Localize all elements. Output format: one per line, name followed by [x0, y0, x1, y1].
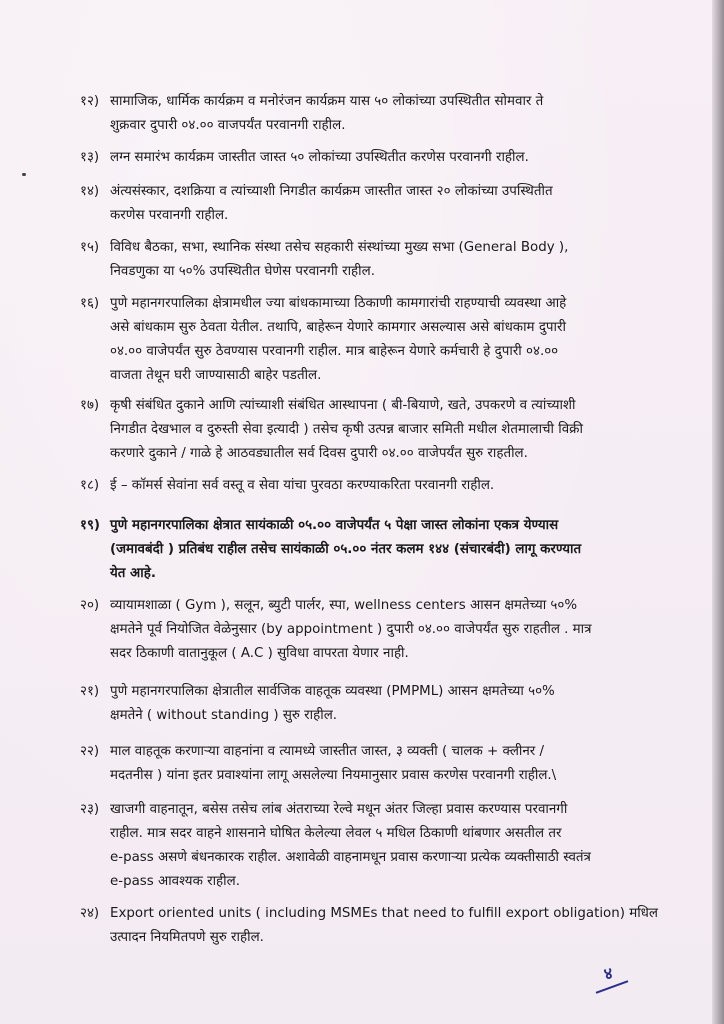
item-line: येत आहे.: [110, 566, 156, 581]
item-line: वाजता तेथून घरी जाण्यासाठी बाहेर पडतील.: [110, 368, 322, 383]
item-line: पुणे महानगरपालिका क्षेत्रामधील ज्या बांधकामाच्या ठिकाणी कामगारांची राहण्याची व्यवस्था आहे: [110, 296, 567, 311]
item-text: [110, 798, 591, 894]
item-number: १९): [80, 518, 101, 533]
item-line: Export oriented units ( including MSMEs that need to fulfill export obligation) मधिल: [110, 906, 658, 921]
item-line: खाजगी वाहनातून, बसेस तसेच लांब अंतराच्या रेल्वे मधून अंतर जिल्हा प्रवास करण्यास परवानगी: [110, 802, 568, 817]
item-number: २१): [80, 684, 100, 699]
item-line: लग्न समारंभ कार्यक्रम जास्तीत जास्त ५० लोकांच्या उपस्थितीत करणेस परवानगी राहील.: [110, 150, 529, 165]
item-text: [110, 292, 566, 388]
item-line: निवडणुका या ५०% उपस्थितीत घेणेस परवानगी राहील.: [110, 264, 375, 279]
item-number: २२): [80, 744, 100, 759]
item-line: व्यायामशाळा ( Gym ), सलून, ब्युटी पार्लर, स्पा, wellness centers आसन क्षमतेच्या ५०%: [110, 598, 578, 613]
item-line: विविध बैठका, सभा, स्थानिक संस्था तसेच सहकारी संस्थांच्या मुख्य सभा (General Body ),: [110, 240, 569, 255]
item-text: [110, 680, 555, 728]
item-number: १६): [80, 296, 100, 311]
item-line: पुणे महानगरपालिका क्षेत्रातील सार्वजिक वाहतूक व्यवस्था (PMPML) आसन क्षमतेच्या ५०%: [110, 684, 555, 699]
item-line: करणेस परवानगी राहील.: [110, 208, 229, 223]
item-number: १२): [80, 94, 100, 109]
item-text: [110, 146, 529, 170]
item-line: कृषी संबंधित दुकाने आणि त्यांच्याशी संबंधित आस्थापना ( बी-बियाणे, खते, उपकरणे व त्यांच्याशी: [110, 398, 576, 413]
item-text: [110, 236, 568, 284]
item-line: पुणे महानगरपालिका क्षेत्रात सायंकाळी ०५.०० वाजेपर्यंत ५ पेक्षा जास्त लोकांना एकत्र येण्यास: [110, 518, 559, 533]
item-text: [110, 90, 543, 138]
item-text: [110, 594, 592, 666]
item-text: [110, 514, 581, 586]
item-text: [110, 180, 553, 228]
item-line: अंत्यसंस्कार, दशक्रिया व त्यांच्याशी निगडीत कार्यक्रम जास्तीत जास्त २० लोकांच्या उपस्थितीत: [110, 184, 553, 199]
item-number: १३): [80, 150, 100, 165]
item-line: असे बांधकाम सुरु ठेवता येतील. तथापि, बाहेरून येणारे कामगार असल्यास असे बांधकाम दुपारी: [110, 320, 566, 335]
item-text: [110, 474, 494, 498]
scan-speck: [22, 173, 26, 176]
item-line: उत्पादन नियमितपणे सुरु राहील.: [110, 930, 264, 945]
item-line: सामाजिक, धार्मिक कार्यक्रम व मनोरंजन कार्यक्रम यास ५० लोकांच्या उपस्थितीत सोमवार ते: [110, 94, 544, 109]
item-text: [110, 740, 556, 788]
item-line: (जमावबंदी ) प्रतिबंध राहील तसेच सायंकाळी ०५.०० नंतर कलम १४४ (संचारबंदी) लागू करण्यात: [110, 542, 582, 557]
item-line: ई – कॉमर्स सेवांना सर्व वस्तू व सेवा यांचा पुरवठा करण्याकरिता परवानगी राहील.: [110, 478, 495, 493]
item-line: ०४.०० वाजेपर्यंत सुरु ठेवण्यास परवानगी राहील. मात्र बाहेरून येणारे कर्मचारी हे दुपारी ०४.००: [110, 344, 559, 359]
item-line: e-pass असणे बंधनकारक राहील. अशावेळी वाहनामधून प्रवास करणाऱ्या प्रत्येक व्यक्तीसाठी स्वतंत्र: [110, 850, 591, 865]
item-number: १८): [80, 478, 100, 493]
item-line: क्षमतेने ( without standing ) सुरु राहील.: [110, 708, 338, 723]
item-line: e-pass आवश्यक राहील.: [110, 874, 240, 889]
item-line: मदतनीस ) यांना इतर प्रवाश्यांना लागू असलेल्या नियमानुसार प्रवास करणेस परवानगी राहील.\: [110, 768, 557, 783]
item-line: राहील. मात्र सदर वाहने शासनाने घोषित केलेल्या लेवल ५ मधिल ठिकाणी थांबणार असतील तर: [110, 826, 562, 841]
item-line: शुक्रवार दुपारी ०४.०० वाजपर्यंत परवानगी राहील.: [110, 118, 346, 133]
item-line: माल वाहतूक करणाऱ्या वाहनांना व त्यामध्ये जास्तीत जास्त, ३ व्यक्ती ( चालक + क्लीनर /: [110, 744, 545, 759]
item-number: २३): [80, 802, 100, 817]
item-text: [110, 394, 583, 466]
page-binding-edge: [712, 0, 724, 1024]
item-number: १५): [80, 240, 100, 255]
item-line: सदर ठिकाणी वातानुकूल ( A.C ) सुविधा वापरता येणार नाही.: [110, 646, 409, 661]
item-line: क्षमतेने पूर्व नियोजित वेळेनुसार (by appointment ) दुपारी ०४.०० वाजेपर्यंत सुरु राहतील . मात्र: [110, 622, 592, 637]
item-number: २०): [80, 598, 100, 613]
page-mark: ४: [601, 963, 614, 984]
item-number: १४): [80, 184, 100, 199]
item-line: करणारे दुकाने / गाळे हे आठवड्यातील सर्व दिवस दुपारी ०४.०० वाजेपर्यंत सुरु राहतील.: [110, 446, 528, 461]
item-number: २४): [80, 906, 100, 921]
item-line: निगडीत देखभाल व दुरुस्ती सेवा इत्यादी ) तसेच कृषी उत्पन्न बाजार समिती मधील शेतमालाची विक्री: [110, 422, 583, 437]
item-number: १७): [80, 398, 100, 413]
item-text: [110, 902, 658, 950]
